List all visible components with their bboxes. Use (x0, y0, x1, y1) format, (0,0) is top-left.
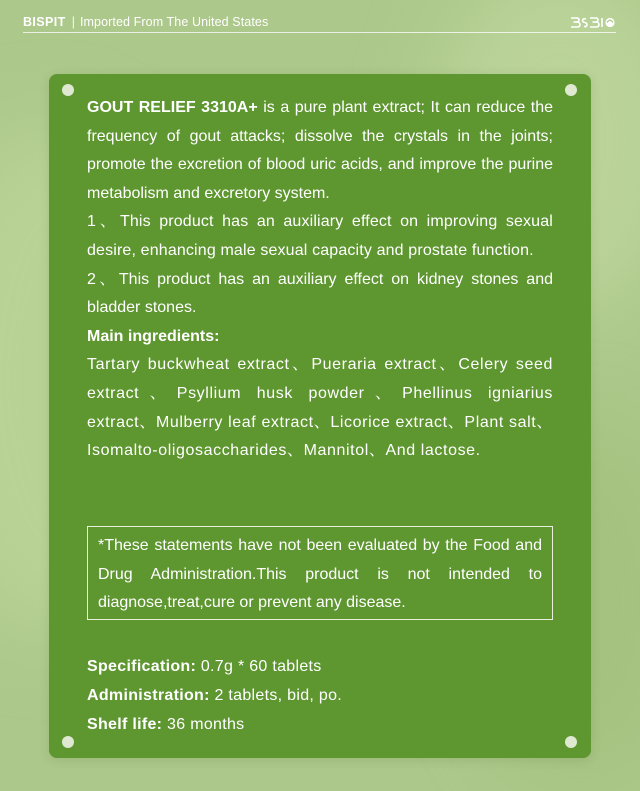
rivet-dot-icon (565, 736, 577, 748)
benefit-point-1: 1、This product has an auxiliary effect on improving sexual desire, enhancing male sexual capacity and prostate function. (87, 213, 553, 259)
product-name: GOUT RELIEF 3310A+ (87, 99, 258, 116)
brand-name: BISPIT (23, 15, 66, 29)
spec-label: Shelf life: (87, 716, 163, 733)
spec-row-administration (87, 681, 342, 710)
product-info-panel (49, 74, 591, 758)
ingredients-title: Main ingredients: (87, 327, 220, 345)
spec-value: 0.7g * 60 tablets (196, 658, 322, 675)
header-separator: | (71, 15, 75, 29)
page-header (23, 12, 616, 32)
spec-row-shelf-life (87, 710, 342, 739)
rivet-dot-icon (62, 84, 74, 96)
ingredients-list: Tartary buckwheat extract、Pueraria extract、Celery seed extract、Psyllium husk powder、Phellinus igniarius extract、Mulberry leaf extract、Licorice extract、Plant salt、Isomalto-oligosaccharides、Mannitol、And lactose. (87, 356, 553, 460)
logo-mark-icon (570, 16, 616, 28)
intro-text: is a pure plant extract; It can reduce the frequency of gout attacks; dissolve the crystals in the joints; promote the excretion of blood uric acids, and improve the purine metabolism and excretory system. (87, 99, 553, 202)
spec-row-specification (87, 652, 342, 681)
spec-value: 36 months (162, 716, 245, 733)
header-divider (23, 32, 616, 33)
benefit-point-2: 2、This product has an auxiliary effect on kidney stones and bladder stones. (87, 270, 553, 317)
fda-disclaimer: *These statements have not been evaluated by the Food and Drug Administration.This product is not intended to diagnose,treat,cure or prevent any disease. (87, 526, 553, 620)
product-description (87, 94, 553, 466)
spec-label: Specification: (87, 658, 197, 675)
rivet-dot-icon (565, 84, 577, 96)
brand-tagline: Imported From The United States (79, 15, 269, 29)
rivet-dot-icon (62, 736, 74, 748)
intro-paragraph (87, 94, 553, 208)
spec-value: 2 tablets, bid, po. (209, 687, 343, 704)
spec-list (87, 652, 342, 739)
spec-label: Administration: (87, 687, 210, 704)
